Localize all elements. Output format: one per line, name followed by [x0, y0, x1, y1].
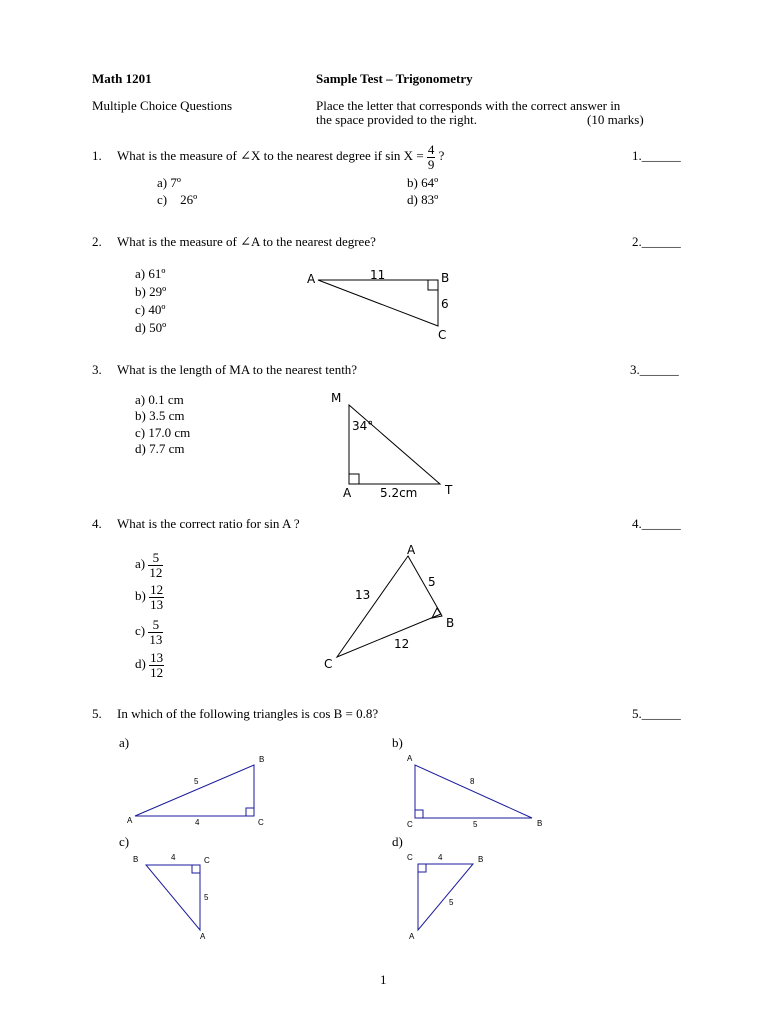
q4-label-a: A: [407, 543, 416, 557]
q4-number: 4.: [92, 516, 102, 531]
q5c-label-c: C: [204, 856, 210, 865]
q4-option-d-letter: d): [135, 656, 146, 671]
q4-option-c-letter: c): [135, 623, 146, 638]
q3-answer-blank[interactable]: 3.______: [630, 362, 679, 377]
q5d-label-hyp: 5: [449, 898, 454, 907]
q5c-label-top: 4: [171, 853, 176, 862]
q5b-label-b: B: [537, 819, 543, 828]
q5b-label-a: A: [407, 754, 413, 763]
q2-label-ab: 11: [370, 268, 386, 282]
q1-number: 1.: [92, 148, 102, 163]
q3-option-b: b) 3.5 cm: [135, 408, 185, 423]
q5d-label-b: B: [478, 855, 484, 864]
q4-option-b-letter: b): [135, 588, 146, 603]
q3-label-m: M: [331, 391, 342, 405]
test-title: Sample Test – Trigonometry: [316, 71, 473, 86]
q5-triangle-a: [135, 765, 254, 816]
q5a-label-hyp: 5: [194, 777, 199, 786]
q2-label-bc: 6: [441, 297, 449, 311]
q1-option-c: c) 26º: [157, 192, 198, 207]
q2-answer-blank[interactable]: 2.______: [632, 234, 681, 249]
q5d-label-top: 4: [438, 853, 443, 862]
q1-option-a: a) 7º: [157, 175, 181, 190]
q5a-label-base: 4: [195, 818, 200, 827]
q3-option-d: d) 7.7 cm: [135, 441, 185, 456]
q4-a-den: 12: [149, 564, 163, 580]
q3-label-a: A: [343, 486, 352, 500]
q5b-label-hyp: 8: [470, 777, 475, 786]
q3-text: What is the length of MA to the nearest tenth?: [117, 362, 358, 377]
section-heading: Multiple Choice Questions: [92, 98, 233, 113]
q1-frac-num: 4: [427, 141, 435, 157]
q4-c-den: 13: [149, 631, 163, 647]
q5-option-b: b): [392, 735, 403, 750]
page-number: 1: [380, 972, 387, 987]
q1-frac-den: 9: [427, 156, 435, 172]
q4-b-den: 13: [150, 596, 164, 612]
q4-b-num: 12: [150, 581, 164, 597]
q1-option-b: b) 64º: [407, 175, 439, 190]
q4-c-num: 5: [148, 618, 163, 633]
q4-a-num: 5: [148, 551, 163, 566]
instruction-line-1: Place the letter that corresponds with the correct answer in: [316, 98, 621, 113]
q2-option-d: d) 50º: [135, 320, 167, 335]
q1-answer-blank[interactable]: 1.______: [632, 148, 681, 163]
q5d-label-a: A: [409, 932, 415, 941]
q4-label-bc: 12: [394, 637, 410, 651]
q2-label-c: C: [438, 328, 447, 342]
q3-label-at: 5.2cm: [380, 486, 418, 500]
q4-label-c: C: [324, 657, 333, 671]
q4-option-a-letter: a): [135, 556, 146, 571]
q5c-label-side: 5: [204, 893, 209, 902]
q5-option-a: a): [119, 735, 130, 750]
q5b-label-c: C: [407, 820, 413, 829]
q3-option-a: a) 0.1 cm: [135, 392, 184, 407]
q3-option-c: c) 17.0 cm: [135, 425, 191, 440]
q1-option-d: d) 83º: [407, 192, 439, 207]
q5b-label-base: 5: [473, 820, 478, 829]
q5d-label-c: C: [407, 853, 413, 862]
q5-option-d: d): [392, 834, 403, 849]
q2-number: 2.: [92, 234, 102, 249]
q4-answer-blank[interactable]: 4.______: [632, 516, 681, 531]
q2-label-b: B: [441, 271, 450, 285]
instruction-line-2: the space provided to the right.: [316, 112, 478, 127]
q5a-label-a: A: [127, 816, 133, 825]
q5-number: 5.: [92, 706, 102, 721]
q3-label-t: T: [445, 483, 453, 497]
course-title: Math 1201: [92, 71, 152, 86]
marks-label: (10 marks): [587, 112, 644, 127]
q5-triangle-c: [146, 865, 200, 930]
q4-label-ab: 5: [428, 575, 436, 589]
q5-text: In which of the following triangles is cos B = 0.8?: [117, 706, 379, 721]
q5a-label-b: B: [259, 755, 265, 764]
q5a-label-c: C: [258, 818, 264, 827]
q2-option-b: b) 29º: [135, 284, 167, 299]
q2-label-a: A: [307, 272, 316, 286]
q4-label-ac: 13: [355, 588, 371, 602]
q5-triangle-b: [415, 765, 532, 818]
q5c-label-b: B: [133, 855, 139, 864]
q5-answer-blank[interactable]: 5.______: [632, 706, 681, 721]
q3-number: 3.: [92, 362, 102, 377]
q4-label-b: B: [446, 616, 455, 630]
q5-triangle-d: [418, 864, 473, 930]
q2-option-a: a) 61º: [135, 266, 166, 281]
q4-d-den: 12: [150, 664, 164, 680]
q5-option-c: c): [119, 834, 130, 849]
q1-question: What is the measure of ∠X to the nearest degree if sin X =: [117, 148, 424, 163]
q4-d-num: 13: [150, 649, 164, 665]
q3-angle-label: 34°: [352, 419, 374, 433]
q4-text: What is the correct ratio for sin A ?: [117, 516, 300, 531]
q5c-label-a: A: [200, 932, 206, 941]
q1-question-end: ?: [438, 148, 445, 163]
q2-text: What is the measure of ∠A to the nearest degree?: [117, 234, 376, 249]
q2-option-c: c) 40º: [135, 302, 166, 317]
